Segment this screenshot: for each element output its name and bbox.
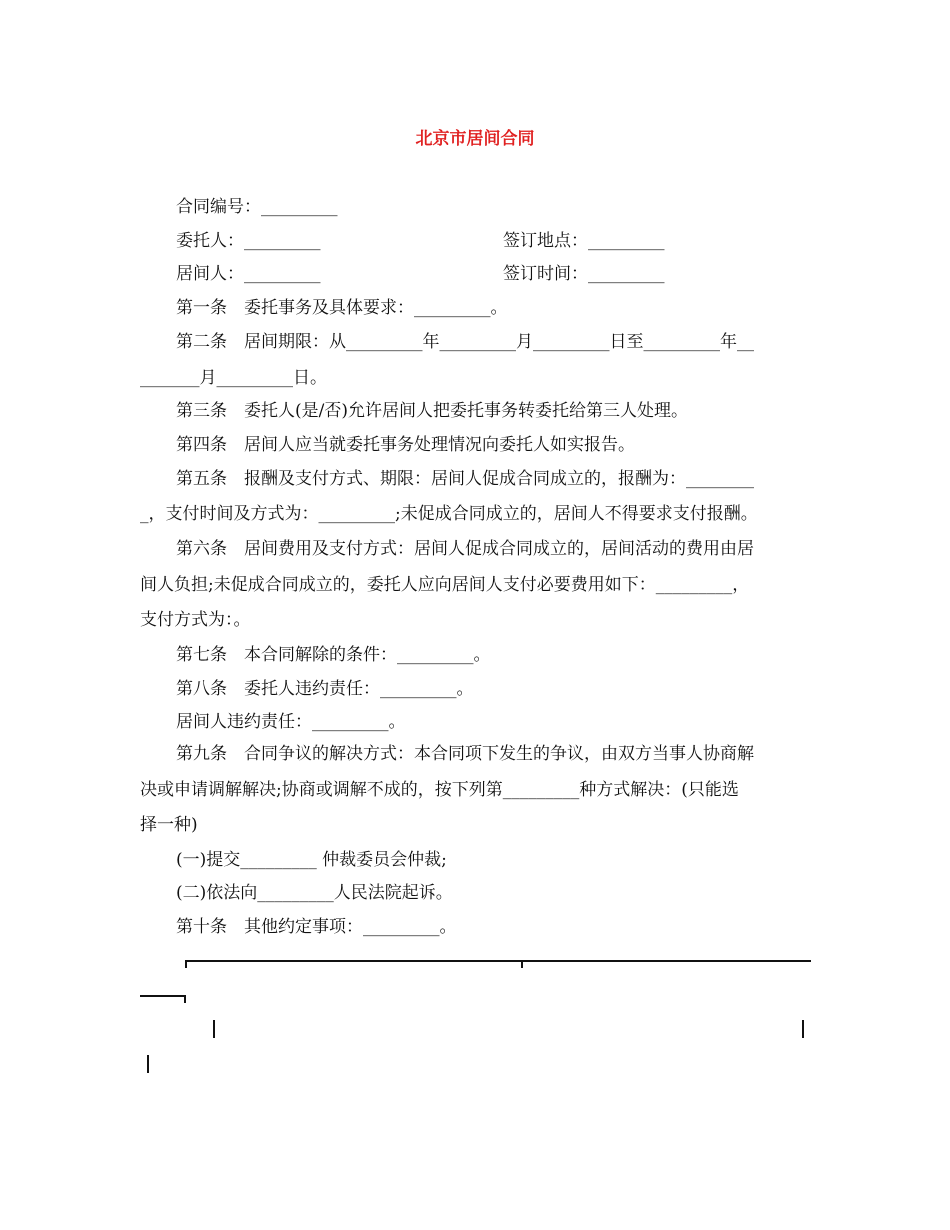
table-right-edge — [802, 1020, 804, 1038]
article-7: 第七条 本合同解除的条件：_________。 — [176, 645, 491, 665]
table-continued-tick — [184, 995, 186, 1003]
contract-number-field: 合同编号：_________ — [176, 197, 338, 217]
article-8: 第八条 委托人违约责任：_________。 — [176, 679, 474, 699]
article-5-continued: _，支付时间及方式为：_________;未促成合同成立的，居间人不得要求支付报酬。 — [140, 504, 758, 524]
table-lower-left-edge — [147, 1055, 149, 1073]
article-9: 第九条 合同争议的解决方式：本合同项下发生的争议，由双方当事人协商解 — [176, 744, 754, 764]
article-10: 第十条 其他约定事项：_________。 — [176, 917, 457, 937]
document-title: 北京市居间合同 — [415, 129, 535, 149]
article-5: 第五条 报酬及支付方式、期限：居间人促成合同成立的，报酬为：________ — [176, 469, 754, 489]
article-2: 第二条 居间期限：从_________年_________月_________日至_________年__ — [176, 332, 754, 352]
option-court: (二)依法向_________人民法院起诉。 — [176, 883, 453, 903]
article-2-continued: _______月_________日。 — [140, 368, 327, 388]
client-field: 委托人：_________ — [176, 231, 321, 251]
article-6-continued-2: 支付方式为：。 — [140, 610, 251, 630]
sign-place-field: 签订地点：_________ — [503, 231, 665, 251]
article-9-continued-1: 决或申请调解解决;协商或调解不成的，按下列第_________种方式解决：(只能选 — [140, 780, 739, 800]
table-continued-border — [140, 995, 185, 997]
table-top-border — [185, 960, 811, 962]
broker-liability: 居间人违约责任：_________。 — [176, 712, 406, 732]
option-arbitration: (一)提交_________ 仲裁委员会仲裁; — [176, 850, 447, 870]
table-left-edge — [213, 1020, 215, 1038]
article-1: 第一条 委托事务及具体要求：_________。 — [176, 298, 508, 318]
table-top-left-tick — [185, 960, 187, 968]
sign-time-field: 签订时间：_________ — [503, 264, 665, 284]
article-9-continued-2: 择一种) — [140, 815, 198, 835]
article-6: 第六条 居间费用及支付方式：居间人促成合同成立的，居间活动的费用由居 — [176, 539, 754, 559]
table-top-middle-tick — [521, 960, 523, 968]
article-3: 第三条 委托人(是/否)允许居间人把委托事务转委托给第三人处理。 — [176, 401, 688, 421]
broker-field: 居间人：_________ — [176, 264, 321, 284]
article-4: 第四条 居间人应当就委托事务处理情况向委托人如实报告。 — [176, 435, 635, 455]
article-6-continued-1: 间人负担;未促成合同成立的，委托人应向居间人支付必要费用如下：_________， — [140, 575, 750, 595]
